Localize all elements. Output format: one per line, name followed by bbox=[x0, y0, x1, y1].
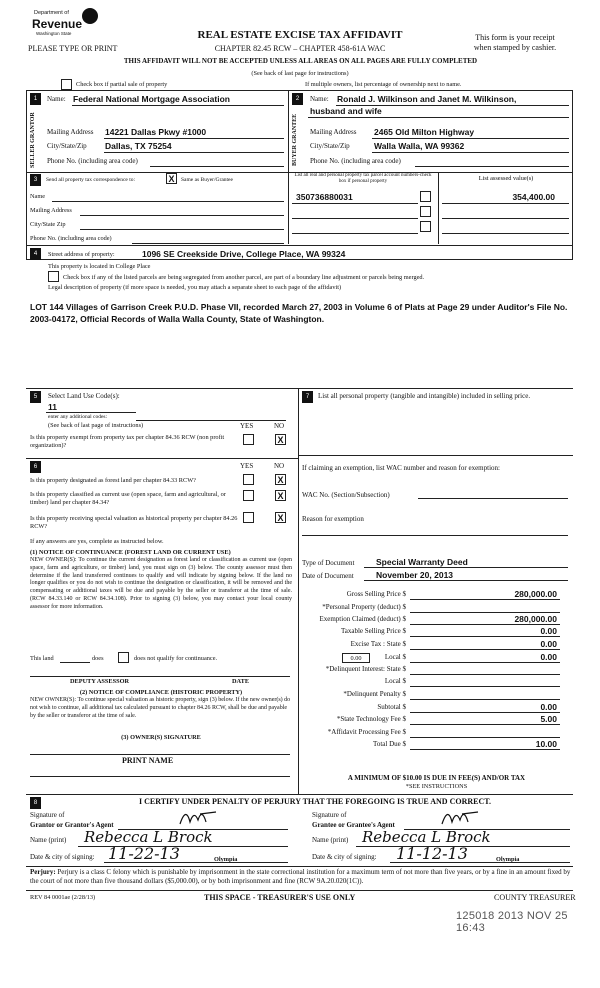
corr-mailing-label: Mailing Address bbox=[30, 207, 72, 214]
rev-number: REV 84 0001ae (2/28/13) bbox=[30, 894, 96, 901]
form-warning: THIS AFFIDAVIT WILL NOT BE ACCEPTED UNLESS ALL AREAS ON ALL PAGES ARE FULLY COMPLETED bbox=[123, 57, 478, 65]
segregated-label: Check box if any of the listed parcels are being segregated from another parcel, are part of a boundary line adjustment or parcels being merged. bbox=[63, 274, 425, 281]
sec5-no: NO bbox=[274, 422, 285, 430]
buyer-city[interactable]: Walla Walla, WA 99362 bbox=[374, 141, 465, 151]
reason-label: Reason for exemption bbox=[302, 515, 364, 523]
seller-side-label: SELLER GRANTOR bbox=[30, 112, 36, 168]
exempt-no-checkbox[interactable]: X bbox=[275, 434, 286, 445]
see-back: (See back of last page for instructions) bbox=[251, 70, 349, 77]
calc-line-8 bbox=[410, 699, 560, 700]
receipt-line1: This form is your receipt bbox=[475, 33, 555, 42]
calc-label-4: Excise Tax : State $ bbox=[350, 640, 406, 648]
treasurer-space: THIS SPACE - TREASURER'S USE ONLY bbox=[204, 893, 356, 902]
seller-name-label: Name: bbox=[47, 95, 66, 103]
calc-label-8: *Delinquent Penalty $ bbox=[343, 690, 406, 698]
calc-label-12: Total Due $ bbox=[373, 740, 406, 748]
buyer-name-line2[interactable]: husband and wife bbox=[310, 106, 382, 116]
calc-line-9 bbox=[410, 712, 560, 713]
cashier-stamp: 125018 2013 NOV 25 16:43 bbox=[456, 910, 568, 934]
print-name-label: PRINT NAME bbox=[122, 756, 174, 765]
calc-line-0 bbox=[410, 599, 560, 600]
calc-label-6: *Delinquent Interest: State $ bbox=[325, 665, 406, 673]
notice1-body: NEW OWNER(S): To continue the current designation as forest land or classification as current use (open space, farm and agriculture, or timber) land, you must sign on (3) below. The county assessor must then determine if the land transferred continues to qualify and will indicate by signing below. If the land no longer qualifies or you do not wish to continue the designation or classification, it will be removed and the compensating or additional taxes will be due and payable by the seller or transferor at the time of sale. (RCW 84.33.140 or RCW 84.34.108). Prior to signing (3) below, you may contact your local county assessor for more information. bbox=[30, 557, 292, 610]
seller-mailing-label: Mailing Address bbox=[47, 128, 94, 136]
minimum-notice: A MINIMUM OF $10.00 IS DUE IN FEE(S) AND/OR TAX bbox=[347, 774, 526, 782]
logo-swirl-icon bbox=[82, 8, 98, 24]
grantee-agent-label: Grantee or Grantee's Agent bbox=[312, 821, 395, 829]
land-use-code[interactable]: 11 bbox=[48, 402, 57, 412]
see-instructions: *SEE INSTRUCTIONS bbox=[405, 783, 468, 790]
buyer-side-label: BUYER GRANTEE bbox=[292, 113, 298, 167]
personal-property-label: List all personal property (tangible and intangible) included in selling price. bbox=[318, 392, 531, 400]
same-as-buyer-checkbox[interactable]: X bbox=[166, 173, 177, 184]
calc-label-5: Local $ bbox=[384, 653, 406, 661]
section-6-number: 6 bbox=[30, 461, 41, 473]
grantee-sig-label: Signature of bbox=[312, 811, 347, 819]
receipt-line2: when stamped by cashier. bbox=[473, 43, 557, 52]
logo-line3: Washington State bbox=[36, 31, 72, 36]
exempt-yes-checkbox[interactable] bbox=[243, 434, 254, 445]
please-type: PLEASE TYPE OR PRINT bbox=[28, 44, 118, 53]
doc-type[interactable]: Special Warranty Deed bbox=[376, 557, 468, 567]
does-not-label: does not qualify for continuance. bbox=[134, 655, 218, 662]
calc-line-6 bbox=[410, 674, 560, 675]
calc-line-2 bbox=[410, 624, 560, 625]
this-land: This land bbox=[30, 655, 54, 662]
form-title: REAL ESTATE EXCISE TAX AFFIDAVIT bbox=[197, 29, 403, 41]
doc-date[interactable]: November 20, 2013 bbox=[376, 570, 454, 580]
calc-label-3: Taxable Selling Price $ bbox=[340, 627, 406, 635]
grantee-city[interactable]: Olympia bbox=[496, 856, 520, 863]
deputy-date: DATE bbox=[232, 678, 250, 685]
seller-mailing[interactable]: 14221 Dallas Pkwy #1000 bbox=[105, 127, 207, 137]
if-any-yes: If any answers are yes, complete as instructed below. bbox=[30, 538, 164, 545]
land-use-see-back: (See back of last page of instructions) bbox=[48, 422, 144, 429]
calc-value-10[interactable]: 5.00 bbox=[540, 714, 557, 724]
calc-line-10 bbox=[410, 724, 560, 725]
corr-name-label: Name bbox=[30, 193, 46, 200]
land-use-label: Select Land Use Code(s): bbox=[48, 392, 120, 400]
assessed-value[interactable]: 354,400.00 bbox=[512, 192, 555, 202]
notice2-body: NEW OWNER(S): To continue special valuation as historic property, sign (3) below. If the new owner(s) do not wish to continue, all additional tax calculated pursuant to chapter 84.26 RCW, shall be due and payable by the seller or transferor at the time of sale. bbox=[30, 697, 291, 719]
buyer-mailing-label: Mailing Address bbox=[310, 128, 357, 136]
legal-label: Legal description of property (if more space is needed, you may attach a separate sheet to each page of the affidavit) bbox=[48, 284, 342, 291]
assessed-header: List assessed value(s) bbox=[478, 175, 534, 182]
current-use-no-checkbox[interactable]: X bbox=[275, 490, 286, 501]
calc-label-11: *Affidavit Processing Fee $ bbox=[327, 728, 406, 736]
calc-label-0: Gross Selling Price $ bbox=[346, 590, 406, 598]
partial-sale-label: Check box if partial sale of property bbox=[76, 81, 168, 88]
exempt-question: Is this property exempt from property tax per chapter 84.36 RCW (non profit organization)? bbox=[30, 434, 225, 449]
buyer-name-label: Name: bbox=[310, 95, 329, 103]
calc-value-0[interactable]: 280,000.00 bbox=[514, 589, 557, 599]
does-not-checkbox[interactable] bbox=[118, 652, 129, 663]
buyer-name-line1[interactable]: Ronald J. Wilkinson and Janet M. Wilkinson, bbox=[337, 94, 517, 104]
sec6-no: NO bbox=[274, 462, 285, 470]
seller-phone-label: Phone No. (including area code) bbox=[47, 157, 138, 165]
parcel-header: List all real and personal property tax parcel account numbers-check box if personal property bbox=[294, 173, 432, 185]
calc-value-2[interactable]: 280,000.00 bbox=[514, 614, 557, 624]
forest-no-checkbox[interactable]: X bbox=[275, 474, 286, 485]
local-rate-box[interactable]: 0.00 bbox=[342, 653, 370, 663]
seller-city[interactable]: Dallas, TX 75254 bbox=[105, 141, 172, 151]
section-8-number: 8 bbox=[30, 797, 41, 809]
segregated-checkbox[interactable] bbox=[48, 271, 59, 282]
section-4-number: 4 bbox=[30, 248, 41, 260]
calc-value-4[interactable]: 0.00 bbox=[540, 639, 557, 649]
forest-question: Is this property designated as forest land per chapter 84.33 RCW? bbox=[30, 477, 196, 484]
owner-signature-label: (3) OWNER(S) SIGNATURE bbox=[121, 734, 201, 741]
grantor-date[interactable]: 11-22-13 bbox=[108, 844, 180, 863]
calc-line-11 bbox=[410, 737, 560, 738]
historical-yes-checkbox[interactable] bbox=[243, 512, 254, 523]
corr-city-label: City/State Zip bbox=[30, 221, 66, 228]
seller-name[interactable]: Federal National Mortgage Association bbox=[73, 94, 230, 104]
calc-value-3[interactable]: 0.00 bbox=[540, 626, 557, 636]
buyer-mailing[interactable]: 2465 Old Milton Highway bbox=[374, 127, 475, 137]
personal-property-checkbox-3[interactable] bbox=[420, 221, 431, 232]
calc-value-12[interactable]: 10.00 bbox=[535, 739, 557, 749]
calc-line-5 bbox=[410, 662, 560, 663]
calc-line-12 bbox=[410, 749, 560, 750]
section-5-number: 5 bbox=[30, 391, 41, 403]
located-in: This property is located in College Place bbox=[48, 263, 151, 270]
additional-codes: enter any additional codes: bbox=[48, 414, 108, 420]
deputy-assessor: DEPUTY ASSESSOR bbox=[70, 678, 130, 685]
calc-label-1: *Personal Property (deduct) $ bbox=[322, 603, 406, 611]
does-label: does bbox=[92, 655, 104, 662]
calc-label-9: Subtotal $ bbox=[377, 703, 406, 711]
grantor-sig-label: Signature of bbox=[30, 811, 65, 819]
notice2-title: (2) NOTICE OF COMPLIANCE (HISTORIC PROPERTY) bbox=[79, 689, 243, 696]
perjury-label: Perjury: bbox=[30, 868, 56, 876]
grantor-name-label: Name (print) bbox=[30, 836, 67, 844]
current-use-yes-checkbox[interactable] bbox=[243, 490, 254, 501]
calc-line-4 bbox=[410, 649, 560, 650]
grantor-agent-label: Grantor or Grantor's Agent bbox=[30, 821, 114, 829]
forest-yes-checkbox[interactable] bbox=[243, 474, 254, 485]
seller-city-label: City/State/Zip bbox=[47, 142, 87, 150]
calc-value-9[interactable]: 0.00 bbox=[540, 702, 557, 712]
grantor-city[interactable]: Olympia bbox=[214, 856, 238, 863]
perjury-notice bbox=[30, 868, 575, 886]
notice1-title: (1) NOTICE OF CONTINUANCE (FOREST LAND OR CURRENT USE) bbox=[30, 549, 231, 556]
send-correspondence-label: Send all property tax correspondence to: bbox=[46, 177, 136, 183]
doc-type-label: Type of Document bbox=[302, 559, 355, 567]
calc-label-10: *State Technology Fee $ bbox=[336, 715, 406, 723]
buyer-city-label: City/State/Zip bbox=[310, 142, 350, 150]
historical-question: Is this property receiving special valuation as historical property per chapter 84.26 RCW? bbox=[30, 515, 238, 530]
sec6-yes: YES bbox=[240, 462, 254, 470]
perjury-text: Perjury is a class C felony which is punishable by imprisonment in the state correctional institution for a maximum term of not more than five years, or by a fine in an amount fixed by the court of not more than five thousand dollars ($5,000.00), or by both imprisonment and fine (RCW 9A.20.020(1C)). bbox=[30, 868, 571, 886]
wac-label: WAC No. (Section/Subsection) bbox=[302, 491, 390, 499]
county-treasurer: COUNTY TREASURER bbox=[494, 893, 576, 902]
grantee-date[interactable]: 11-12-13 bbox=[396, 844, 468, 863]
personal-property-checkbox-2[interactable] bbox=[420, 206, 431, 217]
historical-no-checkbox[interactable]: X bbox=[275, 512, 286, 523]
doc-date-label: Date of Document bbox=[302, 572, 354, 580]
section-3-number: 3 bbox=[30, 174, 41, 186]
street-address[interactable]: 1096 SE Creekside Drive, College Place, WA 99324 bbox=[142, 249, 346, 259]
section-1-number: 1 bbox=[30, 93, 41, 105]
calc-value-5[interactable]: 0.00 bbox=[540, 652, 557, 662]
calc-line-7 bbox=[410, 686, 560, 687]
partial-sale-checkbox[interactable] bbox=[61, 79, 72, 90]
legal-description[interactable]: LOT 144 Villages of Garrison Creek P.U.D. Phase VII, recorded March 27, 2003 in Volume 6 of Plats at Page 29 under Auditor's File No. 2003-04172, Official Records of Walla Walla County, State of Washington. bbox=[30, 302, 568, 324]
grantee-name-label: Name (print) bbox=[312, 836, 349, 844]
personal-property-checkbox-1[interactable] bbox=[420, 191, 431, 202]
logo-line2: Revenue bbox=[32, 17, 83, 31]
multiple-owners-note: If multiple owners, list percentage of ownership next to name. bbox=[305, 81, 462, 88]
grantor-name[interactable]: Rebecca L Brock bbox=[84, 828, 213, 846]
corr-phone-label: Phone No. (including area code) bbox=[30, 235, 112, 242]
grantor-date-label: Date & city of signing: bbox=[30, 853, 95, 861]
parcel-number[interactable]: 350736880031 bbox=[296, 192, 353, 202]
calc-line-1 bbox=[410, 612, 560, 613]
buyer-phone-label: Phone No. (including area code) bbox=[310, 157, 401, 165]
calc-label-7: Local $ bbox=[384, 677, 406, 685]
section-2-number: 2 bbox=[292, 93, 303, 105]
grantor-signature[interactable] bbox=[178, 804, 218, 828]
same-as-buyer-label: Same as Buyer/Grantee bbox=[181, 177, 233, 183]
grantee-date-label: Date & city of signing: bbox=[312, 853, 377, 861]
sec5-yes: YES bbox=[240, 422, 254, 430]
section-7-number: 7 bbox=[302, 391, 313, 403]
grantee-signature[interactable] bbox=[440, 804, 480, 828]
calc-label-2: Exemption Claimed (deduct) $ bbox=[319, 615, 406, 623]
logo-line1: Department of bbox=[34, 10, 69, 16]
dor-logo bbox=[30, 8, 100, 42]
street-label: Street address of property: bbox=[48, 251, 115, 258]
calc-line-3 bbox=[410, 636, 560, 637]
grantee-name[interactable]: Rebecca L Brock bbox=[362, 828, 491, 846]
certify-statement: I CERTIFY UNDER PENALTY OF PERJURY THAT THE FOREGOING IS TRUE AND CORRECT. bbox=[138, 797, 491, 806]
current-use-question: Is this property classified as current use (open space, farm and agricultural, or timber) land per chapter 84.34? bbox=[30, 491, 226, 506]
exemption-label: If claiming an exemption, list WAC number and reason for exemption: bbox=[302, 464, 500, 472]
form-chapter: CHAPTER 82.45 RCW – CHAPTER 458-61A WAC bbox=[214, 44, 386, 53]
